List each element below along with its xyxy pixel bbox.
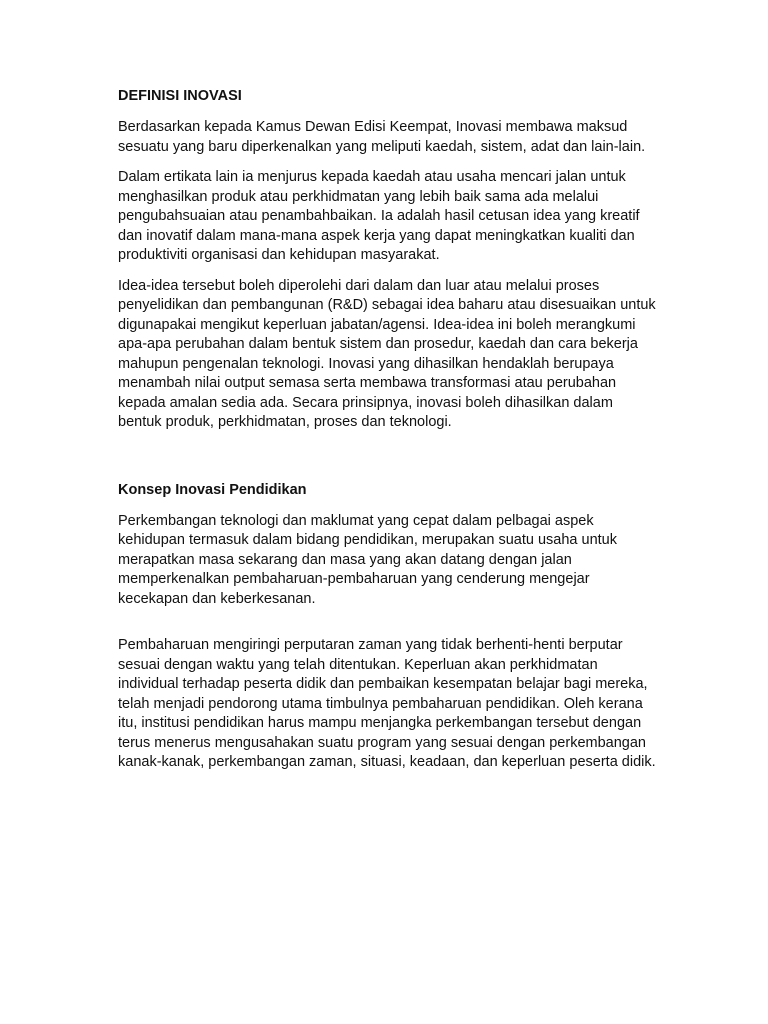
paragraph-definisi-1: Berdasarkan kepada Kamus Dewan Edisi Keempat, Inovasi membawa maksud sesuatu yang baru diperkenalkan yang meliputi kaedah, sistem, adat dan lain-lain.: [118, 119, 646, 155]
section-spacer: [118, 444, 658, 480]
section-heading-konsep-inovasi-pendidikan: Konsep Inovasi Pendidikan: [118, 481, 307, 498]
paragraph-konsep-2: Pembaharuan mengiringi perputaran zaman yang tidak berhenti-henti berputar sesuai dengan waktu yang telah ditentukan. Keperluan akan perkhidmatan individual terhadap peserta didik dan pembaikan kesempatan belajar bagi mereka, telah menjadi pendorong utama timbulnya pembaharuan pendidikan. Oleh kerana itu, institusi pendidikan harus mampu menjangka perkembangan tersebut dengan terus menerus mengusahakan suatu program yang sesuai dengan perkembangan kanak-kanak, perkembangan zaman, situasi, keadaan, dan keperluan peserta didik.: [118, 637, 656, 770]
paragraph-konsep-1: Perkembangan teknologi dan maklumat yang cepat dalam pelbagai aspek kehidupan termasuk dalam bidang pendidikan, merupakan suatu usaha untuk merapatkan masa sekarang dan masa yang akan datang dengan jalan memperkenalkan pembaharuan-pembaharuan yang cenderung mengejar kecekapan dan keberkesanan.: [118, 512, 617, 607]
paragraph-definisi-2: Dalam ertikata lain ia menjurus kepada kaedah atau usaha mencari jalan untuk menghasilkan produk atau perkhidmatan yang lebih baik sama ada melalui pengubahsuaian atau penambahbaikan. Ia adalah hasil cetusan idea yang kreatif dan inovatif dalam mana-mana aspek kerja yang dapat meningkatkan kualiti dan produktiviti organisasi dan kehidupan masyarakat.: [118, 169, 640, 263]
paragraph-definisi-3: Idea-idea tersebut boleh diperolehi dari dalam dan luar atau melalui proses penyelidikan dan pembangunan (R&D) sebagai idea baharu atau disesuaikan untuk digunapakai mengikut keperluan jabatan/agensi. Idea-idea ini boleh merangkumi apa-apa perubahan dalam bentuk sistem dan prosedur, kaedah dan cara bekerja mahupun pengenalan teknologi. Inovasi yang dihasilkan hendaklah berupaya menambah nilai output semasa serta membawa transformasi atau perubahan kepada amalan sedia ada. Secara prinsipnya, inovasi boleh dihasilkan dalam bentuk produk, perkhidmatan, proses dan teknologi.: [118, 277, 656, 430]
paragraph-spacer: [118, 620, 658, 636]
section-heading-definisi-inovasi: DEFINISI INOVASI: [118, 88, 242, 104]
